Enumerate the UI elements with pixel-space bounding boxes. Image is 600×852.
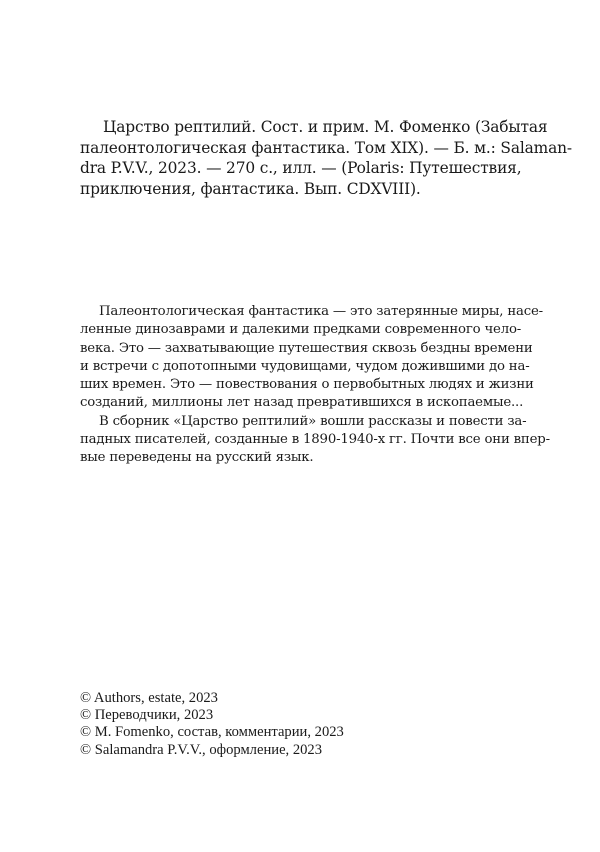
copyright-line: © Salamandra P.V.V., оформление, 2023 (80, 741, 323, 758)
copyright-block (80, 690, 525, 759)
annotation-line: и встречи с допотопными чудовищами, чудом дожившими до на- (80, 358, 530, 374)
copyright-line: © Переводчики, 2023 (80, 707, 214, 724)
copyright-line: © Authors, estate, 2023 (80, 690, 218, 706)
annotation-line: падных писателей, созданные в 1890-1940-х гг. Почти все они впер- (80, 432, 550, 448)
biblio-line: палеонтологическая фантастика. Том XIX). — Б. м.: Salaman- (80, 138, 572, 157)
annotation-paragraph-1 (80, 303, 543, 413)
biblio-line: Царство рептилий. Сост. и прим. М. Фоменко (Забытая (103, 118, 548, 136)
annotation-paragraph-2 (80, 413, 550, 468)
annotation-line: вые переведены на русский язык. (80, 450, 314, 466)
copyright-line: © M. Fomenko, состав, комментарии, 2023 (80, 724, 344, 741)
annotation-line: века. Это — захватывающие путешествия сквозь бездны времени (80, 340, 533, 356)
biblio-line: dra P.V.V., 2023. — 270 с., илл. — (Polaris: Путешествия, (80, 159, 522, 178)
bibliographic-record (80, 117, 572, 199)
annotation-line: созданий, миллионы лет назад превратившихся в ископаемые... (80, 395, 524, 411)
annotation-line: В сборник «Царство рептилий» вошли рассказы и повести за- (99, 413, 527, 429)
annotation-line: ленные динозаврами и далекими предками современного чело- (80, 322, 522, 338)
annotation (80, 303, 550, 468)
annotation-line: Палеонтологическая фантастика — это затерянные миры, насе- (99, 304, 543, 319)
annotation-line: ших времен. Это — повествования о первобытных людях и жизни (80, 377, 534, 393)
biblio-line: приключения, фантастика. Вып. CDXVIII). (80, 179, 421, 198)
